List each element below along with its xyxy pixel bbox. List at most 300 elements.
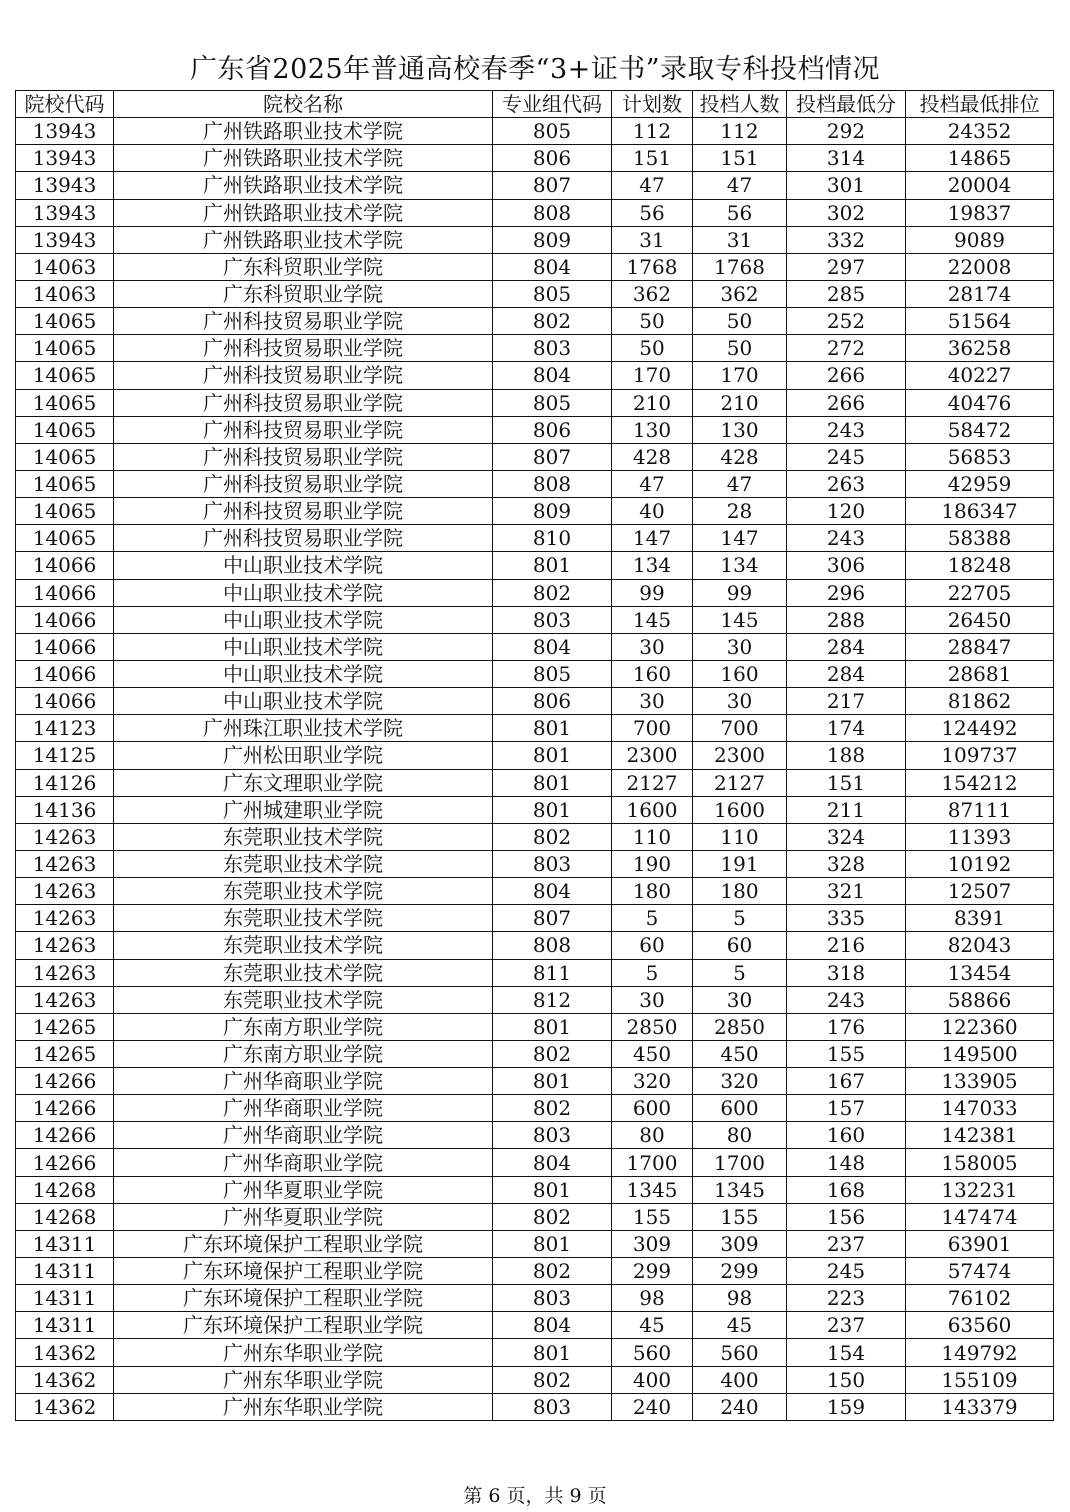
plan-count-cell: 2850 <box>612 1013 693 1040</box>
min-score-cell: 306 <box>787 552 906 579</box>
school-code-cell: 14311 <box>16 1230 114 1257</box>
group-code-cell: 801 <box>493 1176 612 1203</box>
min-rank-cell: 40476 <box>906 389 1054 416</box>
plan-count-cell: 320 <box>612 1068 693 1095</box>
school-code-cell: 14311 <box>16 1312 114 1339</box>
plan-count-cell: 180 <box>612 878 693 905</box>
group-code-cell: 809 <box>493 226 612 253</box>
admitted-count-cell: 560 <box>693 1339 787 1366</box>
table-row <box>16 1230 1054 1257</box>
admitted-count-cell: 2127 <box>693 769 787 796</box>
admitted-count-cell: 2850 <box>693 1013 787 1040</box>
plan-count-cell: 1600 <box>612 796 693 823</box>
group-code-cell: 805 <box>493 660 612 687</box>
school-code-cell: 14123 <box>16 715 114 742</box>
school-name-cell: 广州铁路职业技术学院 <box>114 199 493 226</box>
plan-count-cell: 1768 <box>612 253 693 280</box>
min-rank-cell: 122360 <box>906 1013 1054 1040</box>
group-code-cell: 801 <box>493 1339 612 1366</box>
group-code-cell: 811 <box>493 959 612 986</box>
admitted-count-cell: 47 <box>693 172 787 199</box>
table-row <box>16 823 1054 850</box>
table-row <box>16 905 1054 932</box>
table-row <box>16 633 1054 660</box>
school-code-cell: 13943 <box>16 118 114 145</box>
min-rank-cell: 20004 <box>906 172 1054 199</box>
school-name-cell: 广州铁路职业技术学院 <box>114 172 493 199</box>
school-name-cell: 中山职业技术学院 <box>114 660 493 687</box>
group-code-cell: 804 <box>493 253 612 280</box>
school-code-cell: 14266 <box>16 1095 114 1122</box>
min-rank-cell: 58866 <box>906 986 1054 1013</box>
plan-count-cell: 130 <box>612 416 693 443</box>
admitted-count-cell: 1700 <box>693 1149 787 1176</box>
group-code-cell: 802 <box>493 1366 612 1393</box>
min-score-cell: 237 <box>787 1312 906 1339</box>
plan-count-cell: 1700 <box>612 1149 693 1176</box>
table-row <box>16 280 1054 307</box>
plan-count-cell: 60 <box>612 932 693 959</box>
group-code-cell: 812 <box>493 986 612 1013</box>
plan-count-cell: 147 <box>612 525 693 552</box>
plan-count-cell: 155 <box>612 1203 693 1230</box>
group-code-cell: 805 <box>493 118 612 145</box>
table-row <box>16 172 1054 199</box>
table-row <box>16 606 1054 633</box>
admitted-count-cell: 147 <box>693 525 787 552</box>
min-rank-cell: 63901 <box>906 1230 1054 1257</box>
school-code-cell: 14065 <box>16 308 114 335</box>
table-row <box>16 769 1054 796</box>
plan-count-cell: 30 <box>612 633 693 660</box>
admitted-count-cell: 600 <box>693 1095 787 1122</box>
school-name-cell: 广州珠江职业技术学院 <box>114 715 493 742</box>
group-code-cell: 806 <box>493 145 612 172</box>
min-rank-cell: 22705 <box>906 579 1054 606</box>
school-code-cell: 14065 <box>16 498 114 525</box>
min-rank-cell: 22008 <box>906 253 1054 280</box>
school-name-cell: 广州华夏职业学院 <box>114 1176 493 1203</box>
min-rank-cell: 76102 <box>906 1285 1054 1312</box>
min-score-cell: 297 <box>787 253 906 280</box>
admitted-count-cell: 170 <box>693 362 787 389</box>
table-row <box>16 1312 1054 1339</box>
admitted-count-cell: 1345 <box>693 1176 787 1203</box>
min-rank-cell: 10192 <box>906 850 1054 877</box>
plan-count-cell: 50 <box>612 308 693 335</box>
group-code-cell: 802 <box>493 1040 612 1067</box>
school-code-cell: 14066 <box>16 552 114 579</box>
plan-count-cell: 56 <box>612 199 693 226</box>
min-rank-cell: 58472 <box>906 416 1054 443</box>
table-row <box>16 1393 1054 1420</box>
group-code-cell: 803 <box>493 1285 612 1312</box>
min-rank-cell: 82043 <box>906 932 1054 959</box>
plan-count-cell: 99 <box>612 579 693 606</box>
plan-count-cell: 110 <box>612 823 693 850</box>
school-code-cell: 14266 <box>16 1149 114 1176</box>
min-score-cell: 288 <box>787 606 906 633</box>
school-code-cell: 13943 <box>16 145 114 172</box>
school-code-cell: 13943 <box>16 226 114 253</box>
plan-count-cell: 700 <box>612 715 693 742</box>
min-rank-cell: 14865 <box>906 145 1054 172</box>
group-code-cell: 801 <box>493 769 612 796</box>
school-code-cell: 14362 <box>16 1339 114 1366</box>
table-row <box>16 850 1054 877</box>
group-code-cell: 803 <box>493 1122 612 1149</box>
min-rank-cell: 57474 <box>906 1258 1054 1285</box>
min-score-cell: 284 <box>787 660 906 687</box>
min-rank-cell: 56853 <box>906 443 1054 470</box>
min-rank-cell: 155109 <box>906 1366 1054 1393</box>
min-rank-cell: 133905 <box>906 1068 1054 1095</box>
min-score-cell: 217 <box>787 688 906 715</box>
plan-count-cell: 47 <box>612 470 693 497</box>
min-rank-cell: 18248 <box>906 552 1054 579</box>
min-rank-cell: 132231 <box>906 1176 1054 1203</box>
min-rank-cell: 149500 <box>906 1040 1054 1067</box>
group-code-cell: 807 <box>493 172 612 199</box>
group-code-cell: 808 <box>493 470 612 497</box>
admitted-count-cell: 191 <box>693 850 787 877</box>
admitted-count-cell: 309 <box>693 1230 787 1257</box>
min-rank-cell: 11393 <box>906 823 1054 850</box>
school-name-cell: 广州科技贸易职业学院 <box>114 389 493 416</box>
plan-count-cell: 47 <box>612 172 693 199</box>
group-code-cell: 804 <box>493 1149 612 1176</box>
group-code-cell: 806 <box>493 416 612 443</box>
group-code-cell: 801 <box>493 1230 612 1257</box>
group-code-cell: 810 <box>493 525 612 552</box>
min-score-cell: 321 <box>787 878 906 905</box>
school-name-cell: 东莞职业技术学院 <box>114 823 493 850</box>
school-name-cell: 广州科技贸易职业学院 <box>114 416 493 443</box>
min-rank-cell: 28681 <box>906 660 1054 687</box>
plan-count-cell: 151 <box>612 145 693 172</box>
school-name-cell: 中山职业技术学院 <box>114 688 493 715</box>
table-row <box>16 145 1054 172</box>
min-score-cell: 237 <box>787 1230 906 1257</box>
page-title: 广东省2025年普通高校春季“3+证书”录取专科投档情况 <box>189 54 881 85</box>
table-row <box>16 1285 1054 1312</box>
admitted-count-cell: 134 <box>693 552 787 579</box>
table-row <box>16 389 1054 416</box>
group-code-cell: 805 <box>493 280 612 307</box>
table-row <box>16 525 1054 552</box>
min-score-cell: 243 <box>787 986 906 1013</box>
min-rank-cell: 40227 <box>906 362 1054 389</box>
table-row <box>16 1258 1054 1285</box>
plan-count-cell: 560 <box>612 1339 693 1366</box>
school-name-cell: 广东文理职业学院 <box>114 769 493 796</box>
school-name-cell: 广州科技贸易职业学院 <box>114 335 493 362</box>
table-row <box>16 335 1054 362</box>
school-name-cell: 广州东华职业学院 <box>114 1339 493 1366</box>
group-code-cell: 804 <box>493 878 612 905</box>
table-body <box>16 118 1054 1421</box>
admitted-count-cell: 428 <box>693 443 787 470</box>
group-code-cell: 802 <box>493 308 612 335</box>
min-score-cell: 150 <box>787 1366 906 1393</box>
min-score-cell: 156 <box>787 1203 906 1230</box>
min-rank-cell: 24352 <box>906 118 1054 145</box>
school-name-cell: 广州城建职业学院 <box>114 796 493 823</box>
school-code-cell: 14265 <box>16 1040 114 1067</box>
admitted-count-cell: 299 <box>693 1258 787 1285</box>
min-rank-cell: 109737 <box>906 742 1054 769</box>
school-code-cell: 14311 <box>16 1285 114 1312</box>
school-code-cell: 14263 <box>16 878 114 905</box>
min-score-cell: 243 <box>787 416 906 443</box>
column-header-group-code: 专业组代码 <box>493 91 612 118</box>
school-code-cell: 14266 <box>16 1068 114 1095</box>
plan-count-cell: 309 <box>612 1230 693 1257</box>
admitted-count-cell: 56 <box>693 199 787 226</box>
min-rank-cell: 9089 <box>906 226 1054 253</box>
plan-count-cell: 145 <box>612 606 693 633</box>
group-code-cell: 802 <box>493 1095 612 1122</box>
min-rank-cell: 8391 <box>906 905 1054 932</box>
admitted-count-cell: 1600 <box>693 796 787 823</box>
min-rank-cell: 81862 <box>906 688 1054 715</box>
table-header-row <box>16 91 1054 118</box>
admitted-count-cell: 5 <box>693 905 787 932</box>
admitted-count-cell: 151 <box>693 145 787 172</box>
group-code-cell: 803 <box>493 606 612 633</box>
min-score-cell: 245 <box>787 443 906 470</box>
table-row <box>16 118 1054 145</box>
school-name-cell: 中山职业技术学院 <box>114 633 493 660</box>
table-row <box>16 1040 1054 1067</box>
school-name-cell: 广州科技贸易职业学院 <box>114 470 493 497</box>
plan-count-cell: 2127 <box>612 769 693 796</box>
table-row <box>16 796 1054 823</box>
min-rank-cell: 63560 <box>906 1312 1054 1339</box>
admitted-count-cell: 31 <box>693 226 787 253</box>
plan-count-cell: 31 <box>612 226 693 253</box>
plan-count-cell: 362 <box>612 280 693 307</box>
min-score-cell: 332 <box>787 226 906 253</box>
min-score-cell: 285 <box>787 280 906 307</box>
plan-count-cell: 428 <box>612 443 693 470</box>
table-row <box>16 443 1054 470</box>
table-row <box>16 552 1054 579</box>
admitted-count-cell: 112 <box>693 118 787 145</box>
school-code-cell: 14063 <box>16 280 114 307</box>
column-header-admitted-count: 投档人数 <box>693 91 787 118</box>
plan-count-cell: 190 <box>612 850 693 877</box>
school-code-cell: 13943 <box>16 172 114 199</box>
table-row <box>16 1068 1054 1095</box>
school-name-cell: 广州科技贸易职业学院 <box>114 525 493 552</box>
school-name-cell: 广东南方职业学院 <box>114 1013 493 1040</box>
min-rank-cell: 147033 <box>906 1095 1054 1122</box>
table-row <box>16 253 1054 280</box>
admitted-count-cell: 155 <box>693 1203 787 1230</box>
table-row <box>16 308 1054 335</box>
column-header-min-score: 投档最低分 <box>787 91 906 118</box>
plan-count-cell: 299 <box>612 1258 693 1285</box>
group-code-cell: 809 <box>493 498 612 525</box>
school-code-cell: 14065 <box>16 416 114 443</box>
school-name-cell: 东莞职业技术学院 <box>114 959 493 986</box>
school-name-cell: 广州铁路职业技术学院 <box>114 118 493 145</box>
group-code-cell: 801 <box>493 1013 612 1040</box>
school-code-cell: 14265 <box>16 1013 114 1040</box>
plan-count-cell: 134 <box>612 552 693 579</box>
table-row <box>16 1122 1054 1149</box>
admitted-count-cell: 45 <box>693 1312 787 1339</box>
min-score-cell: 301 <box>787 172 906 199</box>
admitted-count-cell: 145 <box>693 606 787 633</box>
admitted-count-cell: 240 <box>693 1393 787 1420</box>
school-name-cell: 广东科贸职业学院 <box>114 253 493 280</box>
school-code-cell: 14268 <box>16 1203 114 1230</box>
table-row <box>16 498 1054 525</box>
admitted-count-cell: 30 <box>693 633 787 660</box>
min-score-cell: 188 <box>787 742 906 769</box>
min-rank-cell: 186347 <box>906 498 1054 525</box>
admitted-count-cell: 30 <box>693 986 787 1013</box>
plan-count-cell: 80 <box>612 1122 693 1149</box>
school-code-cell: 14266 <box>16 1122 114 1149</box>
table-row <box>16 199 1054 226</box>
school-code-cell: 14065 <box>16 389 114 416</box>
school-name-cell: 广州科技贸易职业学院 <box>114 498 493 525</box>
min-rank-cell: 124492 <box>906 715 1054 742</box>
table-row <box>16 226 1054 253</box>
admitted-count-cell: 2300 <box>693 742 787 769</box>
min-rank-cell: 87111 <box>906 796 1054 823</box>
min-score-cell: 211 <box>787 796 906 823</box>
min-rank-cell: 154212 <box>906 769 1054 796</box>
school-code-cell: 14311 <box>16 1258 114 1285</box>
admitted-count-cell: 99 <box>693 579 787 606</box>
min-score-cell: 266 <box>787 389 906 416</box>
min-score-cell: 252 <box>787 308 906 335</box>
plan-count-cell: 1345 <box>612 1176 693 1203</box>
group-code-cell: 802 <box>493 1258 612 1285</box>
school-code-cell: 14063 <box>16 253 114 280</box>
admitted-count-cell: 80 <box>693 1122 787 1149</box>
min-rank-cell: 158005 <box>906 1149 1054 1176</box>
admitted-count-cell: 47 <box>693 470 787 497</box>
min-rank-cell: 51564 <box>906 308 1054 335</box>
plan-count-cell: 5 <box>612 905 693 932</box>
plan-count-cell: 400 <box>612 1366 693 1393</box>
min-rank-cell: 26450 <box>906 606 1054 633</box>
school-name-cell: 广州东华职业学院 <box>114 1393 493 1420</box>
plan-count-cell: 600 <box>612 1095 693 1122</box>
school-code-cell: 14065 <box>16 443 114 470</box>
plan-count-cell: 450 <box>612 1040 693 1067</box>
min-score-cell: 272 <box>787 335 906 362</box>
table-row <box>16 362 1054 389</box>
school-code-cell: 14126 <box>16 769 114 796</box>
min-rank-cell: 36258 <box>906 335 1054 362</box>
group-code-cell: 802 <box>493 823 612 850</box>
admitted-count-cell: 30 <box>693 688 787 715</box>
admitted-count-cell: 362 <box>693 280 787 307</box>
min-score-cell: 168 <box>787 1176 906 1203</box>
group-code-cell: 802 <box>493 579 612 606</box>
min-score-cell: 148 <box>787 1149 906 1176</box>
min-score-cell: 176 <box>787 1013 906 1040</box>
group-code-cell: 802 <box>493 1203 612 1230</box>
table-row <box>16 416 1054 443</box>
school-code-cell: 14136 <box>16 796 114 823</box>
school-code-cell: 14066 <box>16 660 114 687</box>
table-row <box>16 1339 1054 1366</box>
admitted-count-cell: 400 <box>693 1366 787 1393</box>
school-code-cell: 14263 <box>16 959 114 986</box>
min-score-cell: 174 <box>787 715 906 742</box>
min-score-cell: 160 <box>787 1122 906 1149</box>
group-code-cell: 808 <box>493 199 612 226</box>
min-rank-cell: 143379 <box>906 1393 1054 1420</box>
school-code-cell: 14066 <box>16 606 114 633</box>
group-code-cell: 805 <box>493 389 612 416</box>
admitted-count-cell: 320 <box>693 1068 787 1095</box>
school-code-cell: 14065 <box>16 470 114 497</box>
school-name-cell: 广东科贸职业学院 <box>114 280 493 307</box>
min-score-cell: 155 <box>787 1040 906 1067</box>
school-code-cell: 14125 <box>16 742 114 769</box>
table-row <box>16 715 1054 742</box>
admitted-count-cell: 180 <box>693 878 787 905</box>
school-name-cell: 广州科技贸易职业学院 <box>114 362 493 389</box>
school-name-cell: 广东环境保护工程职业学院 <box>114 1312 493 1339</box>
plan-count-cell: 30 <box>612 688 693 715</box>
school-code-cell: 14065 <box>16 362 114 389</box>
admitted-count-cell: 50 <box>693 308 787 335</box>
admitted-count-cell: 110 <box>693 823 787 850</box>
admitted-count-cell: 28 <box>693 498 787 525</box>
admitted-count-cell: 160 <box>693 660 787 687</box>
min-rank-cell: 42959 <box>906 470 1054 497</box>
group-code-cell: 808 <box>493 932 612 959</box>
group-code-cell: 804 <box>493 633 612 660</box>
min-score-cell: 266 <box>787 362 906 389</box>
min-score-cell: 223 <box>787 1285 906 1312</box>
school-name-cell: 广东南方职业学院 <box>114 1040 493 1067</box>
admitted-count-cell: 130 <box>693 416 787 443</box>
min-rank-cell: 28174 <box>906 280 1054 307</box>
school-name-cell: 东莞职业技术学院 <box>114 850 493 877</box>
school-code-cell: 14362 <box>16 1393 114 1420</box>
page-footer: 第 6 页，共 9 页 <box>463 1485 607 1507</box>
school-code-cell: 13943 <box>16 199 114 226</box>
admitted-count-cell: 98 <box>693 1285 787 1312</box>
school-name-cell: 广东环境保护工程职业学院 <box>114 1258 493 1285</box>
plan-count-cell: 210 <box>612 389 693 416</box>
school-code-cell: 14066 <box>16 688 114 715</box>
group-code-cell: 804 <box>493 1312 612 1339</box>
group-code-cell: 801 <box>493 742 612 769</box>
min-rank-cell: 147474 <box>906 1203 1054 1230</box>
min-score-cell: 120 <box>787 498 906 525</box>
min-score-cell: 318 <box>787 959 906 986</box>
school-name-cell: 广州华商职业学院 <box>114 1149 493 1176</box>
school-name-cell: 广州华商职业学院 <box>114 1095 493 1122</box>
plan-count-cell: 30 <box>612 986 693 1013</box>
min-rank-cell: 142381 <box>906 1122 1054 1149</box>
min-score-cell: 292 <box>787 118 906 145</box>
school-name-cell: 广州东华职业学院 <box>114 1366 493 1393</box>
group-code-cell: 807 <box>493 443 612 470</box>
school-code-cell: 14362 <box>16 1366 114 1393</box>
